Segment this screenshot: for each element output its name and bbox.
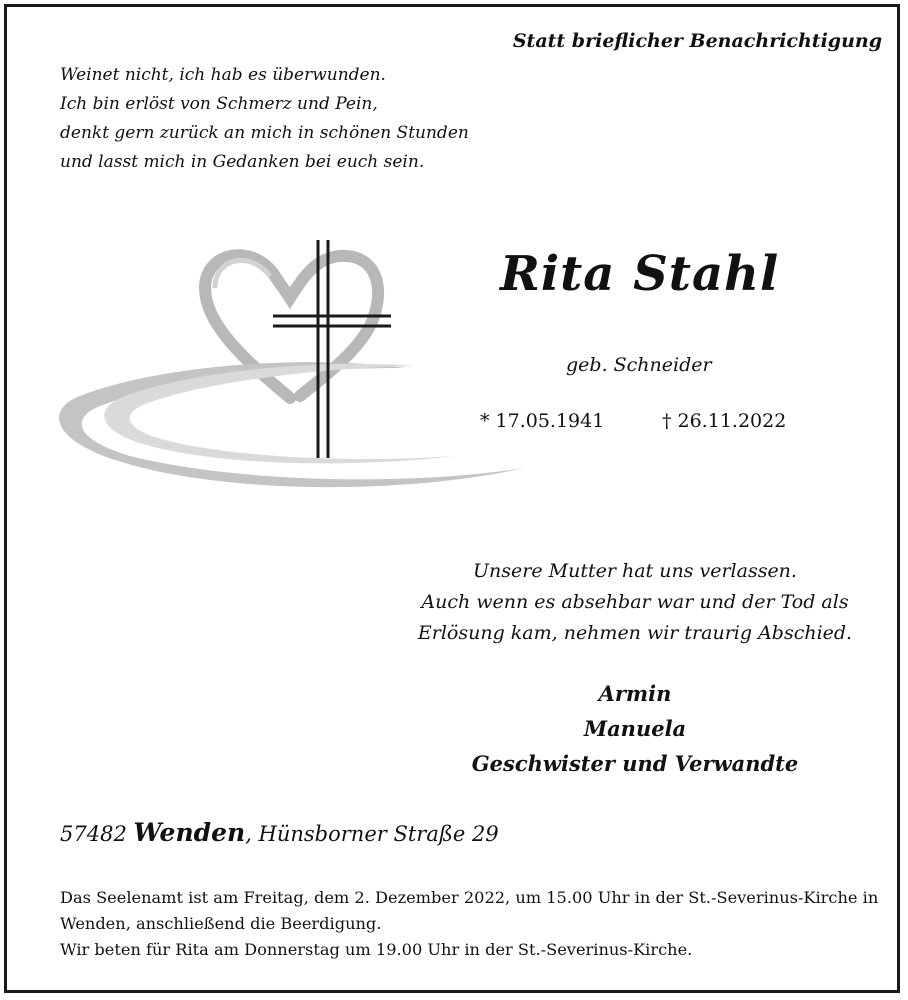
poem-line: Ich bin erlöst von Schmerz und Pein, bbox=[60, 94, 378, 114]
message-line: Erlösung kam, nehmen wir traurig Abschied. bbox=[417, 622, 853, 644]
maiden-name: geb. Schneider bbox=[566, 354, 712, 376]
details-line: Wenden, anschließend die Beerdigung. bbox=[60, 914, 382, 933]
mourner-name: Armin bbox=[598, 681, 672, 706]
farewell-message bbox=[405, 556, 865, 649]
service-details bbox=[60, 885, 890, 963]
birth-date: * 17.05.1941 bbox=[480, 410, 605, 432]
poem-line: und lasst mich in Gedanken bei euch sein. bbox=[60, 152, 425, 172]
death-date: † 26.11.2022 bbox=[662, 410, 787, 432]
address bbox=[60, 818, 499, 847]
poem bbox=[60, 61, 469, 177]
details-line: Das Seelenamt ist am Freitag, dem 2. Dezember 2022, um 15.00 Uhr in der St.-Severinus-Kirche in bbox=[60, 888, 879, 907]
postcode: 57482 bbox=[60, 822, 127, 846]
message-line: Auch wenn es absehbar war und der Tod als bbox=[421, 591, 849, 613]
mourner-name: Manuela bbox=[583, 716, 687, 741]
details-line: Wir beten für Rita am Donnerstag um 19.00 Uhr in der St.-Severinus-Kirche. bbox=[60, 940, 693, 959]
deceased-name: Rita Stahl bbox=[500, 246, 780, 302]
message-line: Unsere Mutter hat uns verlassen. bbox=[473, 560, 797, 582]
street: , Hünsborner Straße 29 bbox=[245, 822, 499, 846]
mourner-name: Geschwister und Verwandte bbox=[471, 751, 799, 776]
header-note: Statt brieflicher Benachrichtigung bbox=[512, 30, 882, 52]
heart-cross-emblem bbox=[55, 218, 525, 508]
poem-line: denkt gern zurück an mich in schönen Stunden bbox=[60, 123, 469, 143]
mourners bbox=[405, 676, 865, 781]
poem-line: Weinet nicht, ich hab es überwunden. bbox=[60, 65, 386, 85]
city: Wenden bbox=[133, 818, 246, 847]
